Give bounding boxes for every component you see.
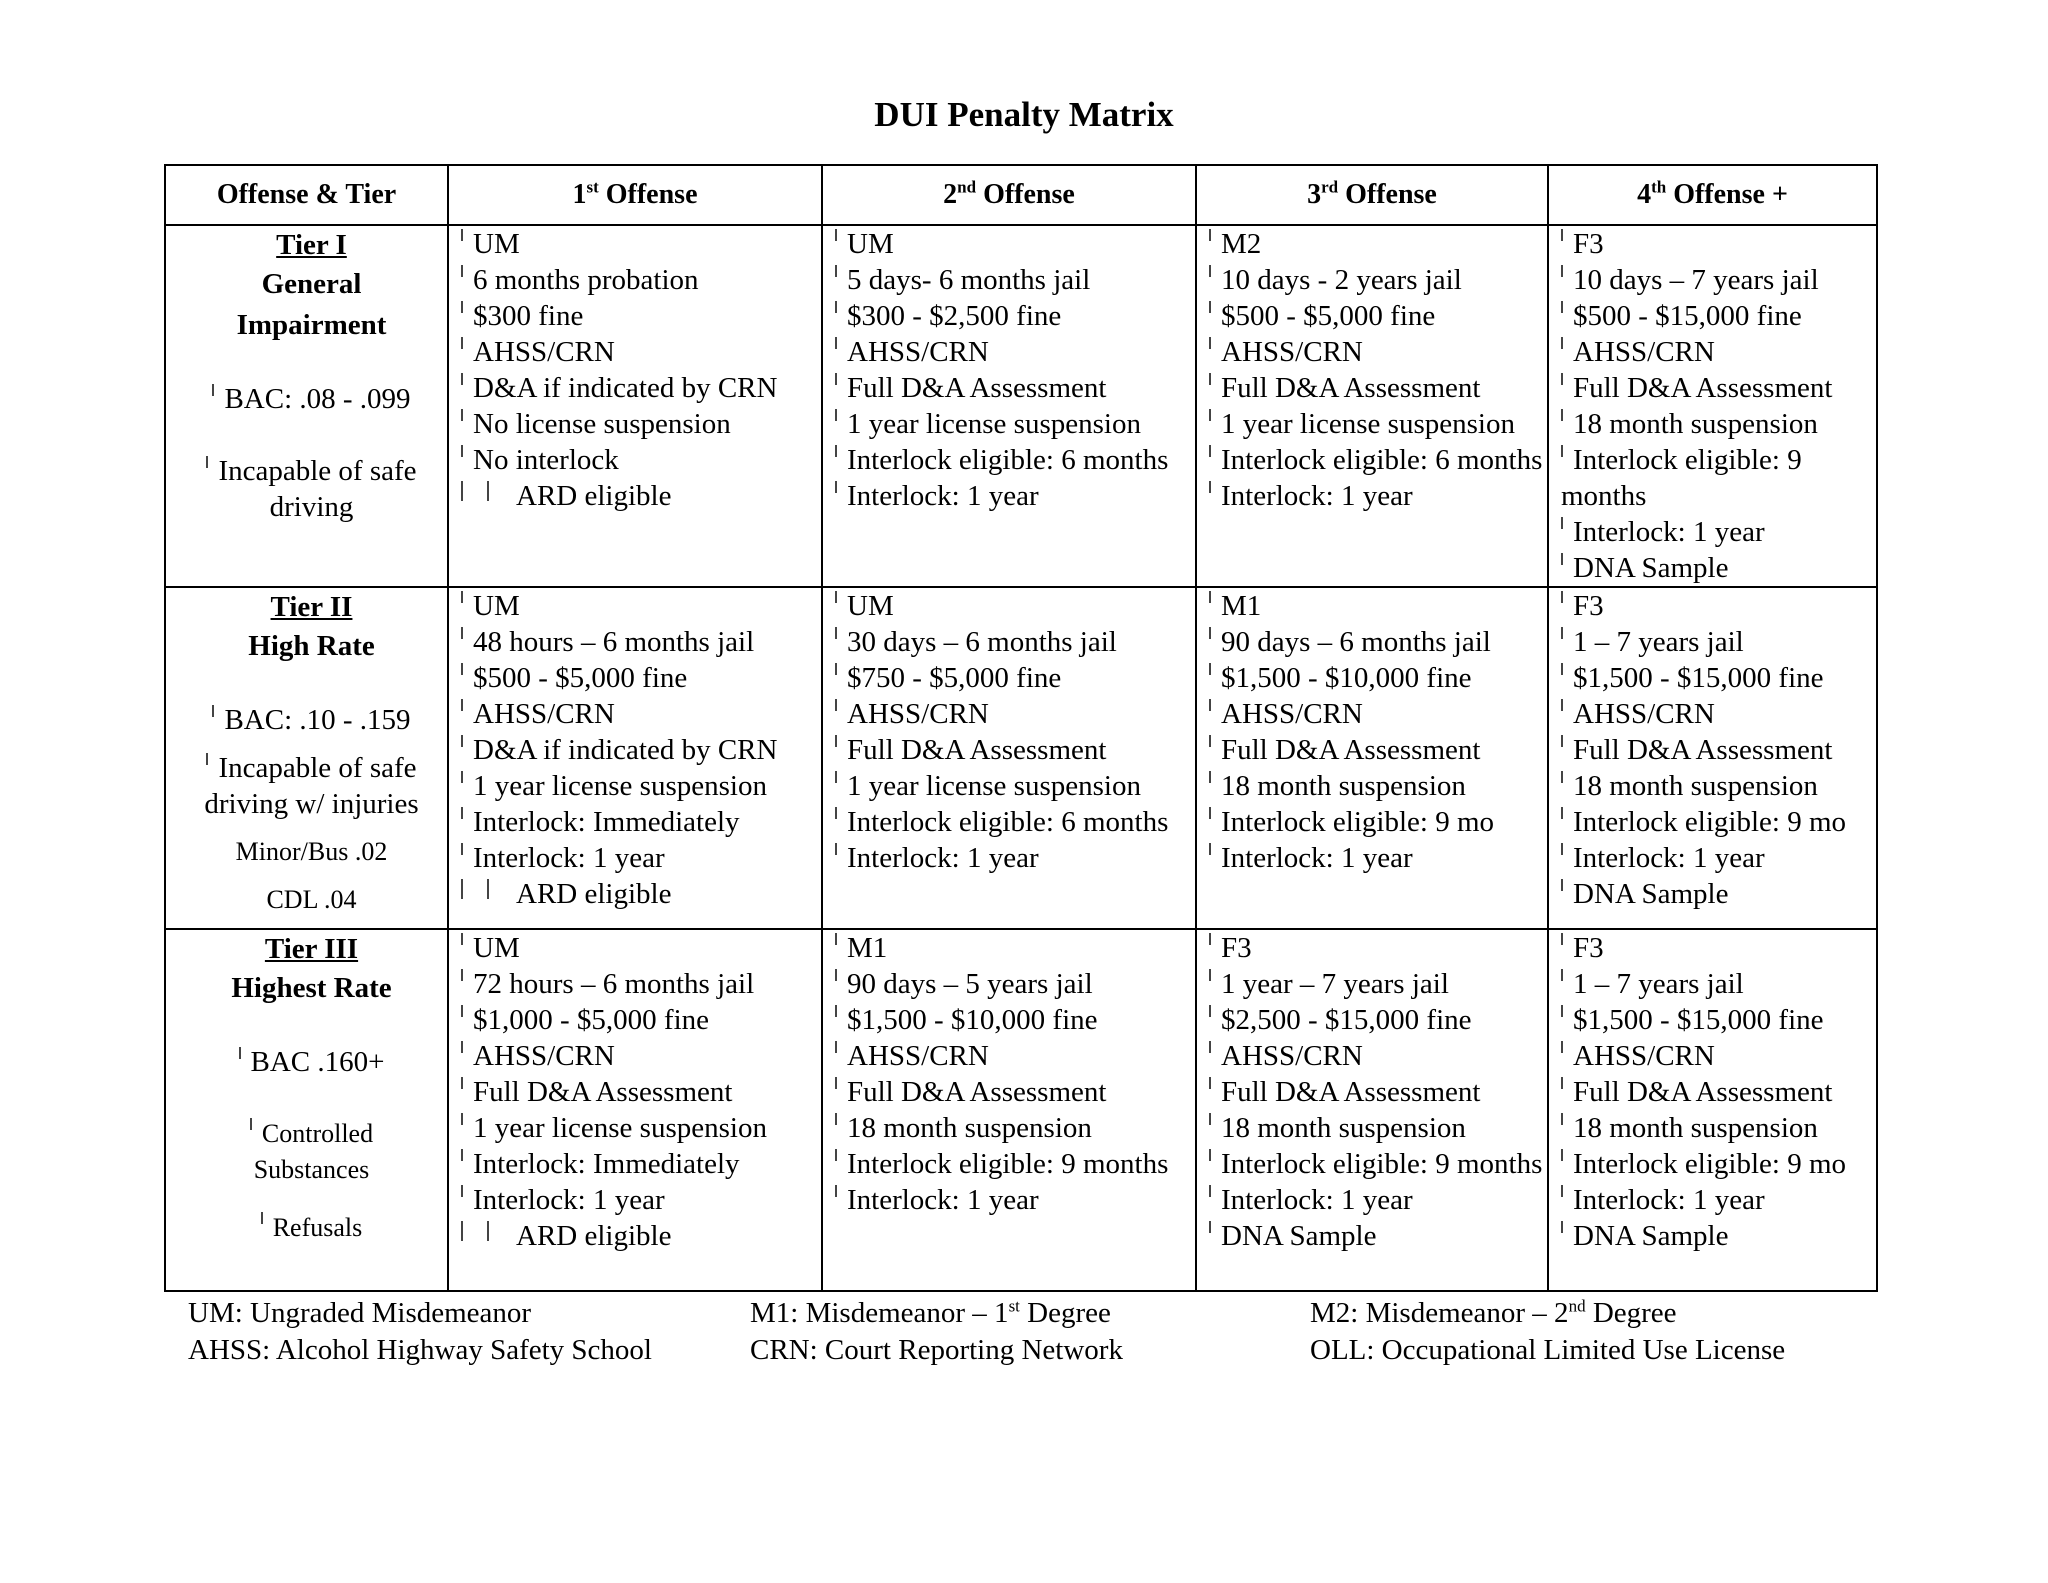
tier-2-second-offense xyxy=(822,587,1196,929)
tier-1-cell xyxy=(165,225,448,587)
tier-1-first-offense xyxy=(448,225,822,587)
list-item: Interlock: 1 year xyxy=(1209,840,1545,876)
tier-2-name: Tier II xyxy=(270,591,353,623)
list-item: $500 - $5,000 fine xyxy=(1209,298,1545,334)
tier-2-first-offense xyxy=(448,587,822,929)
list-item: AHSS/CRN xyxy=(1209,334,1545,370)
list-item: No license suspension xyxy=(461,406,819,442)
bullet-tick xyxy=(461,1041,463,1053)
bullet-tick xyxy=(1561,553,1563,565)
list-item: 18 month suspension xyxy=(1209,1110,1545,1146)
bullet-tick xyxy=(461,591,463,603)
list-item: Interlock: 1 year xyxy=(1209,478,1545,514)
tier-1-fourth-offense xyxy=(1548,225,1877,587)
tier-3-controlled: Controlled xyxy=(178,1116,445,1152)
bullet-tick xyxy=(835,229,837,241)
legend-ahss: AHSS: Alcohol Highway Safety School xyxy=(188,1334,652,1366)
list-item: Interlock eligible: 9 mo xyxy=(1561,804,1874,840)
list-item: AHSS/CRN xyxy=(461,334,819,370)
list-item: D&A if indicated by CRN xyxy=(461,370,819,406)
list-item: $1,500 - $15,000 fine xyxy=(1561,1002,1874,1038)
bullet-tick xyxy=(835,591,837,603)
list-item: 18 month suspension xyxy=(1209,768,1545,804)
list-item: AHSS/CRN xyxy=(461,696,819,732)
bullet-tick xyxy=(461,445,463,457)
list-item: Interlock eligible: 9 months xyxy=(1209,1146,1545,1182)
bullet-tick xyxy=(461,485,516,505)
tier-3-cell xyxy=(165,929,448,1291)
bullet-tick xyxy=(1209,1077,1211,1089)
list-item: ARD eligible xyxy=(461,876,819,912)
legend-m2: M2: Misdemeanor – 2nd Degree xyxy=(1310,1296,1677,1329)
tier-3-fourth-offense xyxy=(1548,929,1877,1291)
bullet-tick xyxy=(835,301,837,313)
list-item: Interlock eligible: 9 months xyxy=(1561,444,1802,512)
list-item: Interlock: 1 year xyxy=(1209,1182,1545,1218)
bullet-tick xyxy=(461,807,463,819)
bullet-tick xyxy=(1561,1077,1563,1089)
bullet-tick xyxy=(1561,771,1563,783)
list-item: $2,500 - $15,000 fine xyxy=(1209,1002,1545,1038)
penalty-matrix-table xyxy=(164,164,1878,1292)
bullet-tick xyxy=(1209,229,1211,241)
header-offense-tier: Offense & Tier xyxy=(165,165,448,225)
list-item: DNA Sample xyxy=(1561,550,1874,586)
bullet-tick xyxy=(1209,265,1211,277)
tier-3-bac: BAC .160+ xyxy=(178,1044,445,1080)
list-item: $1,500 - $10,000 fine xyxy=(835,1002,1193,1038)
tier-2-cdl: CDL .04 xyxy=(266,885,357,914)
bullet-tick xyxy=(835,481,837,493)
bullet-tick xyxy=(1209,969,1211,981)
list-item: UM xyxy=(461,930,819,966)
list-item: M1 xyxy=(835,930,1193,966)
tier-3-second-offense xyxy=(822,929,1196,1291)
tier-2-minor-bus: Minor/Bus .02 xyxy=(235,837,388,866)
bullet-tick xyxy=(1561,229,1563,241)
bullet-tick xyxy=(206,753,208,765)
list-item: F3 xyxy=(1209,930,1545,966)
list-item: $1,000 - $5,000 fine xyxy=(461,1002,819,1038)
bullet-tick xyxy=(835,969,837,981)
bullet-tick xyxy=(835,409,837,421)
list-item: 90 days – 6 months jail xyxy=(1209,624,1545,660)
bullet-tick xyxy=(835,1113,837,1125)
list-item: 1 – 7 years jail xyxy=(1561,624,1874,660)
bullet-tick xyxy=(1209,1113,1211,1125)
list-item: Full D&A Assessment xyxy=(1561,370,1874,406)
bullet-tick xyxy=(835,663,837,675)
list-item: UM xyxy=(461,226,819,262)
tier-1-row xyxy=(165,225,1877,587)
tier-2-bac: BAC: .10 - .159 xyxy=(178,702,445,738)
bullet-tick xyxy=(835,1041,837,1053)
list-item: $750 - $5,000 fine xyxy=(835,660,1193,696)
list-item: Interlock: 1 year xyxy=(1561,1182,1874,1218)
bullet-tick xyxy=(1561,1005,1563,1017)
list-item: UM xyxy=(461,588,819,624)
header-first-offense: 1st Offense xyxy=(448,165,822,225)
bullet-tick xyxy=(1561,373,1563,385)
list-item: Interlock: 1 year xyxy=(461,840,819,876)
list-item: Full D&A Assessment xyxy=(461,1074,819,1110)
bullet-tick xyxy=(1561,265,1563,277)
list-item: Interlock eligible: 6 months xyxy=(835,442,1193,478)
tier-3-subtitle-1: Highest Rate xyxy=(231,972,392,1004)
header-row xyxy=(165,165,1877,225)
bullet-tick xyxy=(1561,663,1563,675)
tier-3-name: Tier III xyxy=(264,933,359,965)
list-item: 18 month suspension xyxy=(1561,406,1874,442)
list-item: ARD eligible xyxy=(461,1218,819,1254)
bullet-tick xyxy=(461,1149,463,1161)
bullet-tick xyxy=(261,1212,263,1224)
list-item: Full D&A Assessment xyxy=(835,732,1193,768)
list-item: AHSS/CRN xyxy=(835,334,1193,370)
bullet-tick xyxy=(1209,1041,1211,1053)
list-item: 6 months probation xyxy=(461,262,819,298)
bullet-tick xyxy=(461,373,463,385)
bullet-tick xyxy=(1561,337,1563,349)
list-item: AHSS/CRN xyxy=(1561,696,1874,732)
tier-3-row xyxy=(165,929,1877,1291)
bullet-tick xyxy=(1209,591,1211,603)
list-item: Full D&A Assessment xyxy=(1209,1074,1545,1110)
bullet-tick xyxy=(461,1005,463,1017)
bullet-tick xyxy=(835,699,837,711)
bullet-tick xyxy=(1209,933,1211,945)
bullet-tick xyxy=(835,807,837,819)
bullet-tick xyxy=(835,735,837,747)
legend-column-1 xyxy=(188,1295,652,1369)
bullet-tick xyxy=(1561,517,1563,529)
list-item: 18 month suspension xyxy=(835,1110,1193,1146)
list-item: 18 month suspension xyxy=(1561,1110,1874,1146)
tier-2-row xyxy=(165,587,1877,929)
tier-3-controlled-cont: Substances xyxy=(253,1155,370,1184)
list-item: $1,500 - $10,000 fine xyxy=(1209,660,1545,696)
tier-2-subtitle-1: High Rate xyxy=(248,630,375,662)
bullet-tick xyxy=(461,843,463,855)
list-item: Interlock: Immediately xyxy=(461,1146,819,1182)
bullet-tick xyxy=(461,735,463,747)
legend-um: UM: Ungraded Misdemeanor xyxy=(188,1297,532,1329)
list-item: Full D&A Assessment xyxy=(1209,732,1545,768)
list-item: $300 - $2,500 fine xyxy=(835,298,1193,334)
bullet-tick xyxy=(461,265,463,277)
bullet-tick xyxy=(835,1185,837,1197)
bullet-tick xyxy=(1209,807,1211,819)
list-item: AHSS/CRN xyxy=(835,1038,1193,1074)
list-item: ARD eligible xyxy=(461,478,819,514)
list-item: 5 days- 6 months jail xyxy=(835,262,1193,298)
tier-2-incapable-cont: driving w/ injuries xyxy=(204,788,419,820)
bullet-tick xyxy=(835,265,837,277)
bullet-tick xyxy=(1209,409,1211,421)
list-item: Interlock eligible: 9 mo xyxy=(1209,804,1545,840)
tier-1-incapable-cont: driving xyxy=(269,491,354,523)
list-item: 90 days – 5 years jail xyxy=(835,966,1193,1002)
bullet-tick xyxy=(1561,843,1563,855)
list-item: Full D&A Assessment xyxy=(835,1074,1193,1110)
bullet-tick xyxy=(835,1005,837,1017)
bullet-tick xyxy=(835,373,837,385)
legend-m1: M1: Misdemeanor – 1st Degree xyxy=(750,1296,1111,1329)
list-item: 1 year license suspension xyxy=(461,1110,819,1146)
bullet-tick xyxy=(1209,481,1211,493)
list-item: DNA Sample xyxy=(1561,1218,1874,1254)
tier-2-third-offense xyxy=(1196,587,1548,929)
legend-crn: CRN: Court Reporting Network xyxy=(750,1334,1123,1366)
bullet-tick xyxy=(1209,301,1211,313)
bullet-tick xyxy=(835,1149,837,1161)
tier-1-subtitle-1: General xyxy=(261,268,362,300)
list-item: Interlock: 1 year xyxy=(1561,840,1874,876)
list-item: Interlock: Immediately xyxy=(461,804,819,840)
bullet-tick xyxy=(1209,1185,1211,1197)
list-item: $300 fine xyxy=(461,298,819,334)
bullet-tick xyxy=(1209,445,1211,457)
list-item: AHSS/CRN xyxy=(1209,696,1545,732)
bullet-tick xyxy=(1209,663,1211,675)
list-item: $500 - $15,000 fine xyxy=(1561,298,1874,334)
bullet-tick xyxy=(835,627,837,639)
bullet-tick xyxy=(1561,699,1563,711)
bullet-tick xyxy=(1561,735,1563,747)
bullet-tick xyxy=(461,627,463,639)
tier-1-bac: BAC: .08 - .099 xyxy=(178,381,445,417)
bullet-tick xyxy=(1561,1041,1563,1053)
tier-3-refusals: Refusals xyxy=(178,1210,445,1246)
tier-2-cell xyxy=(165,587,448,929)
bullet-tick xyxy=(461,1225,516,1245)
list-item: DNA Sample xyxy=(1209,1218,1545,1254)
page-title: DUI Penalty Matrix xyxy=(874,95,1174,134)
tier-1-incapable: Incapable of safe xyxy=(178,453,445,489)
bullet-tick xyxy=(461,301,463,313)
list-item: 30 days – 6 months jail xyxy=(835,624,1193,660)
header-second-offense: 2nd Offense xyxy=(822,165,1196,225)
bullet-tick xyxy=(835,337,837,349)
list-item: M1 xyxy=(1209,588,1545,624)
bullet-tick xyxy=(1209,735,1211,747)
list-item: 72 hours – 6 months jail xyxy=(461,966,819,1002)
bullet-tick xyxy=(461,933,463,945)
tier-1-second-offense xyxy=(822,225,1196,587)
legend-column-3 xyxy=(1310,1295,1785,1369)
list-item: Interlock: 1 year xyxy=(835,478,1193,514)
list-item: F3 xyxy=(1561,226,1874,262)
list-item: 1 year – 7 years jail xyxy=(1209,966,1545,1002)
list-item: Interlock: 1 year xyxy=(1561,514,1874,550)
list-item: AHSS/CRN xyxy=(835,696,1193,732)
list-item: Interlock eligible: 9 mo xyxy=(1561,1146,1874,1182)
tier-3-third-offense xyxy=(1196,929,1548,1291)
bullet-tick xyxy=(1561,933,1563,945)
bullet-tick xyxy=(835,445,837,457)
list-item: Interlock: 1 year xyxy=(461,1182,819,1218)
list-item: Full D&A Assessment xyxy=(1209,370,1545,406)
list-item: $1,500 - $15,000 fine xyxy=(1561,660,1874,696)
list-item: $500 - $5,000 fine xyxy=(461,660,819,696)
bullet-tick xyxy=(461,771,463,783)
bullet-tick xyxy=(835,933,837,945)
list-item: 10 days - 2 years jail xyxy=(1209,262,1545,298)
list-item: Full D&A Assessment xyxy=(1561,1074,1874,1110)
bullet-tick xyxy=(1209,337,1211,349)
bullet-tick xyxy=(239,1047,241,1059)
list-item: Interlock eligible: 9 months xyxy=(835,1146,1193,1182)
list-item: AHSS/CRN xyxy=(1209,1038,1545,1074)
list-item: Full D&A Assessment xyxy=(1561,732,1874,768)
list-item: DNA Sample xyxy=(1561,876,1874,912)
bullet-tick xyxy=(1561,969,1563,981)
tier-1-name: Tier I xyxy=(276,229,347,261)
bullet-tick xyxy=(461,883,516,903)
bullet-tick xyxy=(461,1113,463,1125)
legend-column-2 xyxy=(750,1295,1123,1369)
tier-2-incapable: Incapable of safe xyxy=(178,750,445,786)
bullet-tick xyxy=(1561,409,1563,421)
bullet-tick xyxy=(1561,627,1563,639)
list-item: Full D&A Assessment xyxy=(835,370,1193,406)
bullet-tick xyxy=(1209,843,1211,855)
list-item: Interlock eligible: 6 months xyxy=(835,804,1193,840)
list-item: Interlock eligible: 6 months xyxy=(1209,442,1545,478)
bullet-tick xyxy=(461,409,463,421)
bullet-tick xyxy=(1561,301,1563,313)
bullet-tick xyxy=(1561,1149,1563,1161)
list-item: 1 – 7 years jail xyxy=(1561,966,1874,1002)
tier-3-first-offense xyxy=(448,929,822,1291)
list-item: AHSS/CRN xyxy=(1561,334,1874,370)
bullet-tick xyxy=(1561,591,1563,603)
list-item: UM xyxy=(835,588,1193,624)
list-item: F3 xyxy=(1561,930,1874,966)
list-item: F3 xyxy=(1561,588,1874,624)
header-third-offense: 3rd Offense xyxy=(1196,165,1548,225)
list-item: 1 year license suspension xyxy=(835,406,1193,442)
list-item: UM xyxy=(835,226,1193,262)
bullet-tick xyxy=(212,384,214,396)
bullet-tick xyxy=(835,843,837,855)
list-item: 48 hours – 6 months jail xyxy=(461,624,819,660)
bullet-tick xyxy=(1209,1005,1211,1017)
list-item: AHSS/CRN xyxy=(1561,1038,1874,1074)
bullet-tick xyxy=(1561,879,1563,891)
bullet-tick xyxy=(461,1077,463,1089)
bullet-tick xyxy=(206,456,208,468)
bullet-tick xyxy=(461,699,463,711)
list-item: Interlock: 1 year xyxy=(835,840,1193,876)
bullet-tick xyxy=(212,705,214,717)
tier-2-fourth-offense xyxy=(1548,587,1877,929)
bullet-tick xyxy=(1209,699,1211,711)
bullet-tick xyxy=(461,969,463,981)
list-item: Interlock: 1 year xyxy=(835,1182,1193,1218)
list-item: 1 year license suspension xyxy=(1209,406,1545,442)
bullet-tick xyxy=(1209,1221,1211,1233)
header-fourth-offense: 4th Offense + xyxy=(1548,165,1877,225)
bullet-tick xyxy=(461,1185,463,1197)
list-item: AHSS/CRN xyxy=(461,1038,819,1074)
bullet-tick xyxy=(1561,807,1563,819)
tier-1-subtitle-2: Impairment xyxy=(236,309,387,341)
bullet-tick xyxy=(835,771,837,783)
list-item: D&A if indicated by CRN xyxy=(461,732,819,768)
list-item: 1 year license suspension xyxy=(461,768,819,804)
tier-1-third-offense xyxy=(1196,225,1548,587)
bullet-tick xyxy=(1209,1149,1211,1161)
bullet-tick xyxy=(835,1077,837,1089)
bullet-tick xyxy=(1209,627,1211,639)
bullet-tick xyxy=(1561,1185,1563,1197)
legend-oll: OLL: Occupational Limited Use License xyxy=(1310,1334,1786,1366)
bullet-tick xyxy=(1561,1113,1563,1125)
bullet-tick xyxy=(461,663,463,675)
bullet-tick xyxy=(1209,373,1211,385)
list-item: No interlock xyxy=(461,442,819,478)
bullet-tick xyxy=(1561,1221,1563,1233)
list-item: 18 month suspension xyxy=(1561,768,1874,804)
bullet-tick xyxy=(1209,771,1211,783)
list-item: 10 days – 7 years jail xyxy=(1561,262,1874,298)
list-item: 1 year license suspension xyxy=(835,768,1193,804)
bullet-tick xyxy=(250,1118,252,1130)
list-item: M2 xyxy=(1209,226,1545,262)
bullet-tick xyxy=(461,337,463,349)
bullet-tick xyxy=(1561,445,1563,457)
bullet-tick xyxy=(461,229,463,241)
